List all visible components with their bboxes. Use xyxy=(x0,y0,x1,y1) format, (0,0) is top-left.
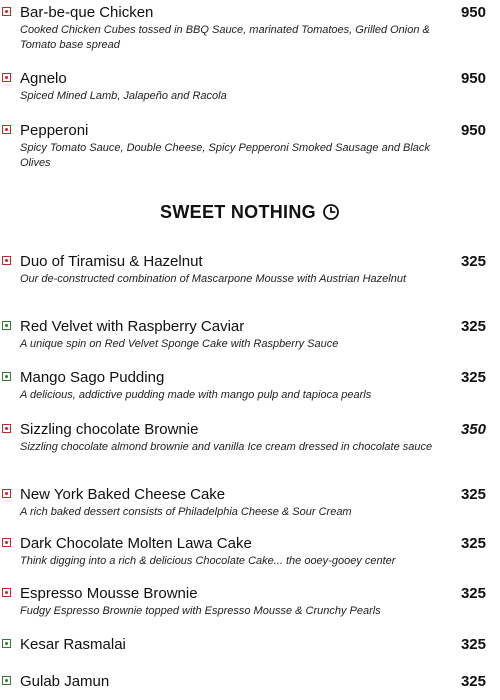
veg-marker-icon xyxy=(2,639,11,648)
item-price: 325 xyxy=(460,253,486,270)
item-name: Espresso Mousse Brownie xyxy=(20,585,198,602)
item-name: Dark Chocolate Molten Lawa Cake xyxy=(20,535,252,552)
item-description: A rich baked dessert consists of Philadelphia Cheese & Sour Cream xyxy=(20,506,352,518)
item-name: Pepperoni xyxy=(20,122,89,139)
item-price: 325 xyxy=(460,535,486,552)
item-description: Fudgy Espresso Brownie topped with Espresso Mousse & Crunchy Pearls xyxy=(20,605,381,617)
item-description: Cooked Chicken Cubes tossed in BBQ Sauce, marinated Tomatoes, Grilled Onion & Tomato base spread xyxy=(20,24,430,51)
item-name: Red Velvet with Raspberry Caviar xyxy=(20,318,245,335)
item-description: A delicious, addictive pudding made with mango pulp and tapioca pearls xyxy=(20,389,372,401)
non-veg-marker-icon xyxy=(2,7,11,16)
item-name: Kesar Rasmalai xyxy=(20,636,126,653)
item-name: Sizzling chocolate Brownie xyxy=(20,421,199,438)
item-price: 325 xyxy=(460,318,486,335)
item-price: 325 xyxy=(460,673,486,690)
non-veg-marker-icon xyxy=(2,256,11,265)
section-header xyxy=(0,200,500,224)
item-price: 325 xyxy=(460,585,486,602)
item-name: New York Baked Cheese Cake xyxy=(20,486,226,503)
item-description: Sizzling chocolate almond brownie and vanilla Ice cream dressed in chocolate sauce xyxy=(20,441,433,453)
item-price: 325 xyxy=(460,636,486,653)
section-title: SWEET NOTHING xyxy=(160,201,316,222)
non-veg-marker-icon xyxy=(2,489,11,498)
veg-marker-icon xyxy=(2,321,11,330)
non-veg-marker-icon xyxy=(2,424,11,433)
item-name: Mango Sago Pudding xyxy=(20,369,165,386)
item-name: Bar-be-que Chicken xyxy=(20,4,154,21)
clock-icon xyxy=(322,203,340,221)
veg-marker-icon xyxy=(2,372,11,381)
item-description: Think digging into a rich & delicious Chocolate Cake... the ooey-gooey center xyxy=(20,555,396,567)
veg-marker-icon xyxy=(2,676,11,685)
item-description: Our de-constructed combination of Mascarpone Mousse with Austrian Hazelnut xyxy=(20,273,407,285)
non-veg-marker-icon xyxy=(2,588,11,597)
item-description: A unique spin on Red Velvet Sponge Cake with Raspberry Sauce xyxy=(20,338,339,350)
item-price: 325 xyxy=(460,369,486,386)
item-name: Gulab Jamun xyxy=(20,673,110,690)
item-price: 950 xyxy=(460,122,486,139)
non-veg-marker-icon xyxy=(2,538,11,547)
item-name: Duo of Tiramisu & Hazelnut xyxy=(20,253,203,270)
non-veg-marker-icon xyxy=(2,73,11,82)
item-description: Spicy Tomato Sauce, Double Cheese, Spicy Pepperoni Smoked Sausage and Black Olives xyxy=(20,142,430,169)
item-price: 950 xyxy=(460,4,486,21)
non-veg-marker-icon xyxy=(2,125,11,134)
item-description: Spiced Mined Lamb, Jalapeño and Racola xyxy=(20,90,227,102)
item-price: 325 xyxy=(460,486,486,503)
item-name: Agnelo xyxy=(20,70,67,87)
item-price: 950 xyxy=(460,70,486,87)
item-price: 350 xyxy=(460,421,486,438)
